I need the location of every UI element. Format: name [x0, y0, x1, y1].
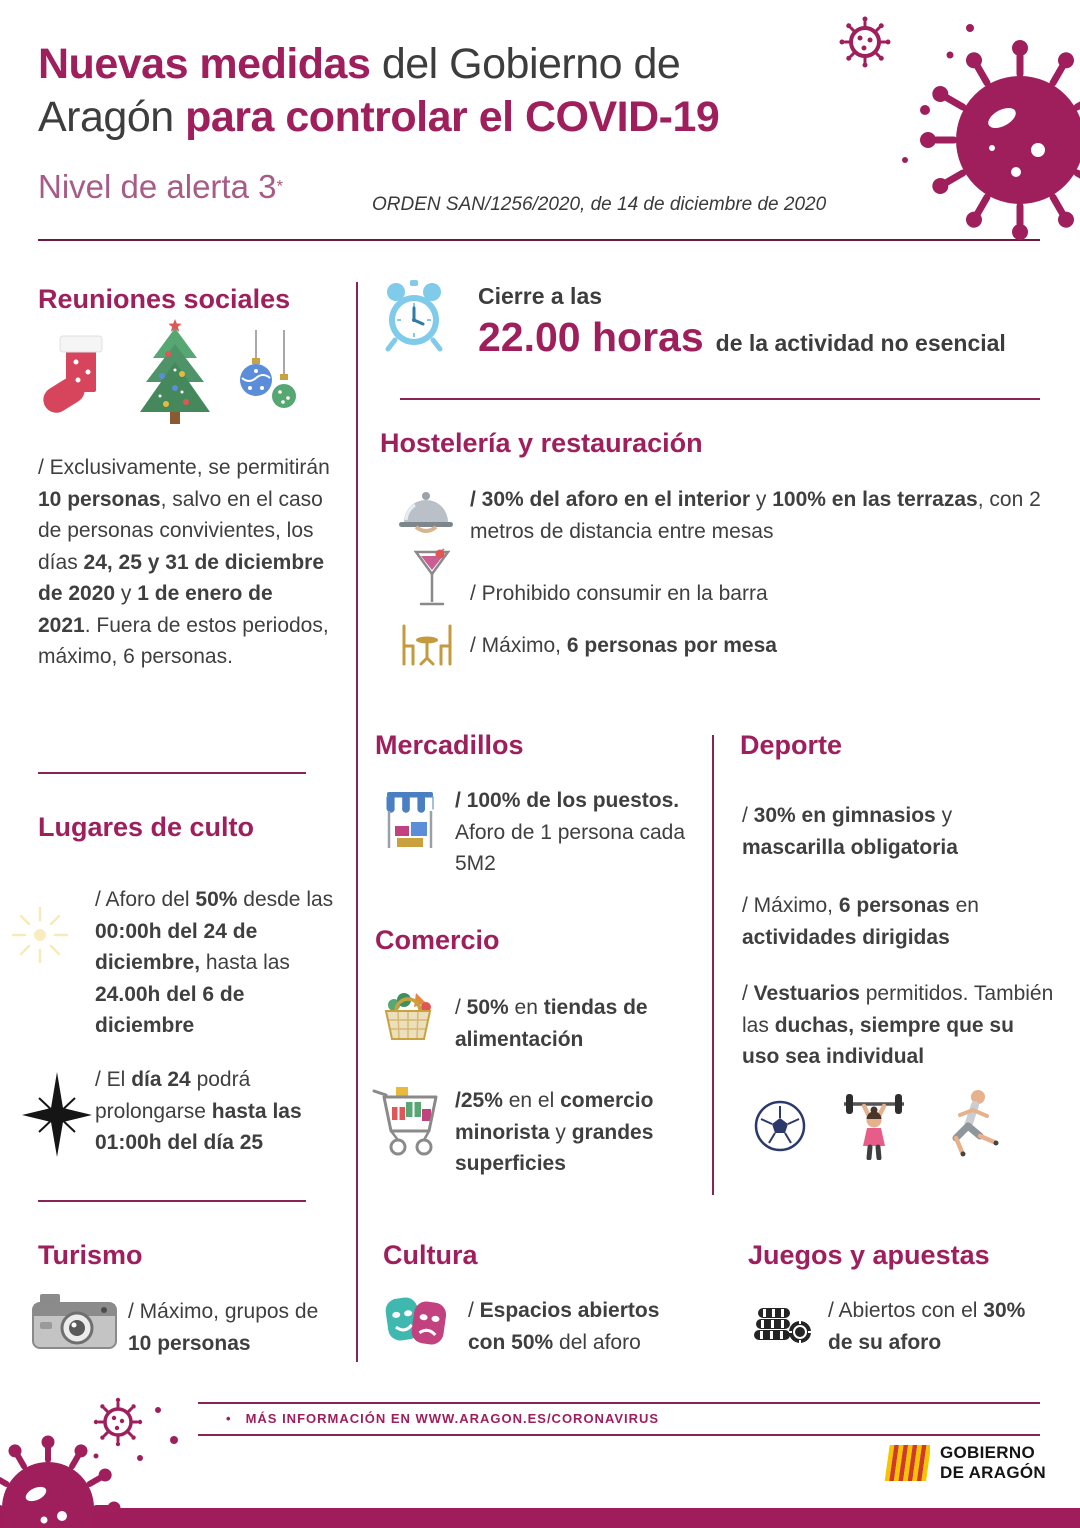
cultura-text: / Espacios abiertos con 50% del aforo [468, 1299, 660, 1354]
section-heading-deporte: Deporte [740, 730, 843, 760]
shopping-cart-icon [372, 1085, 442, 1165]
deporte-text-3: / Vestuarios permitidos. También las duchas, siempre que su uso sea individual [742, 982, 1054, 1068]
reuniones-text: / Exclusivamente, se permitirán 10 personas, salvo en el caso de personas convivientes, los días 24, 25 y 31 de diciembre de 2020 y 1 de enero de 2021. Fuera de estos periodos, máximo, 6 personas. [38, 456, 330, 668]
closure-time: 22.00 horas [478, 314, 704, 360]
market-stall-icon [383, 792, 437, 852]
gobierno-aragon-logo [884, 1443, 1046, 1483]
theater-masks-icon [383, 1290, 449, 1352]
column-divider-1 [356, 282, 358, 1362]
grocery-basket-icon [378, 985, 438, 1043]
bullet-icon: • [226, 1411, 232, 1426]
camera-icon [32, 1290, 117, 1352]
title-line-2 [38, 91, 888, 144]
alert-level-text: Nivel de alerta 3 [38, 168, 277, 205]
section-heading-juegos: Juegos y apuestas [748, 1240, 990, 1270]
section-heading-comercio: Comercio [375, 925, 500, 955]
column-divider-2 [712, 735, 714, 1195]
left-divider-2 [38, 1200, 306, 1202]
closure-notice [478, 283, 1006, 361]
coronavirus-icon [830, 0, 1080, 280]
title-accent-2: para controlar el COVID-19 [185, 93, 720, 142]
sparkle-star-icon [22, 1072, 92, 1157]
closure-divider [400, 398, 1040, 400]
weightlifting-icon [838, 1090, 910, 1160]
poker-chips-icon [748, 1292, 812, 1348]
comercio-text-1: / 50% en tiendas de alimentación [455, 996, 648, 1051]
deporte-text-1: / 30% en gimnasios y mascarilla obligatoria [742, 804, 958, 859]
christmas-tree-icon [130, 318, 220, 428]
footer-divider-bottom [198, 1434, 1040, 1436]
aragon-flag-icon [884, 1443, 930, 1483]
section-heading-reuniones: Reuniones sociales [38, 284, 291, 314]
section-heading-cultura: Cultura [383, 1240, 478, 1270]
title-rest-1: del Gobierno de [370, 40, 681, 88]
order-reference: ORDEN SAN/1256/2020, de 14 de diciembre de 2020 [372, 194, 827, 215]
soccer-ball-icon [752, 1098, 808, 1154]
closure-suffix: de la actividad no esencial [715, 330, 1006, 356]
table-chairs-icon [400, 622, 454, 670]
sun-icon [5, 900, 75, 970]
title-rest-2: Aragón [38, 93, 186, 142]
hosteleria-text-2: / Prohibido consumir en la barra [470, 582, 768, 605]
deporte-text-2: / Máximo, 6 personas en actividades dirigidas [742, 894, 979, 949]
hosteleria-text-1: / 30% del aforo en el interior y 100% en las terrazas, con 2 metros de distancia entre mesas [470, 488, 1041, 543]
page-title [38, 38, 888, 145]
closure-prefix: Cierre a las [478, 283, 603, 309]
alarm-clock-icon [382, 280, 446, 352]
culto-text-2: / El día 24 podrá prolongarse hasta las 01:00h del día 25 [95, 1068, 302, 1154]
left-divider-1 [38, 772, 306, 774]
title-line-1 [38, 38, 888, 91]
logo-text [940, 1443, 1046, 1482]
alert-level [38, 168, 283, 206]
cloche-icon [398, 486, 454, 534]
closure-line [478, 314, 1006, 361]
coronavirus-footer-icon [0, 1392, 240, 1528]
more-info [226, 1411, 659, 1426]
section-heading-turismo: Turismo [38, 1240, 143, 1270]
more-info-text: MÁS INFORMACIÓN EN WWW.ARAGON.ES/CORONAVIRUS [245, 1411, 660, 1426]
hosteleria-text-3: / Máximo, 6 personas por mesa [470, 634, 777, 657]
baubles-icon [228, 330, 308, 430]
alert-asterisk: * [276, 176, 284, 196]
culto-text-1: / Aforo del 50% desde las 00:00h del 24 de diciembre, hasta las 24.00h del 6 de diciembre [95, 888, 334, 1037]
stocking-icon [40, 330, 120, 430]
logo-line-2: DE ARAGÓN [940, 1463, 1046, 1482]
section-heading-hosteleria: Hostelería y restauración [380, 428, 703, 458]
turismo-text: / Máximo, grupos de 10 personas [128, 1300, 319, 1355]
title-accent-1: Nuevas medidas [38, 40, 371, 88]
section-heading-mercadillos: Mercadillos [375, 730, 524, 760]
cocktail-icon [414, 548, 450, 618]
logo-line-1: GOBIERNO [940, 1443, 1035, 1463]
comercio-text-2: /25% en el comercio minorista y grandes superficies [455, 1089, 654, 1175]
footer-divider-top [198, 1402, 1040, 1404]
running-icon [942, 1088, 1000, 1160]
mercadillos-text: / 100% de los puestos. Aforo de 1 persona cada 5M2 [455, 789, 685, 875]
section-heading-culto: Lugares de culto [38, 812, 255, 842]
juegos-text: / Abiertos con el 30% de su aforo [828, 1299, 1026, 1354]
